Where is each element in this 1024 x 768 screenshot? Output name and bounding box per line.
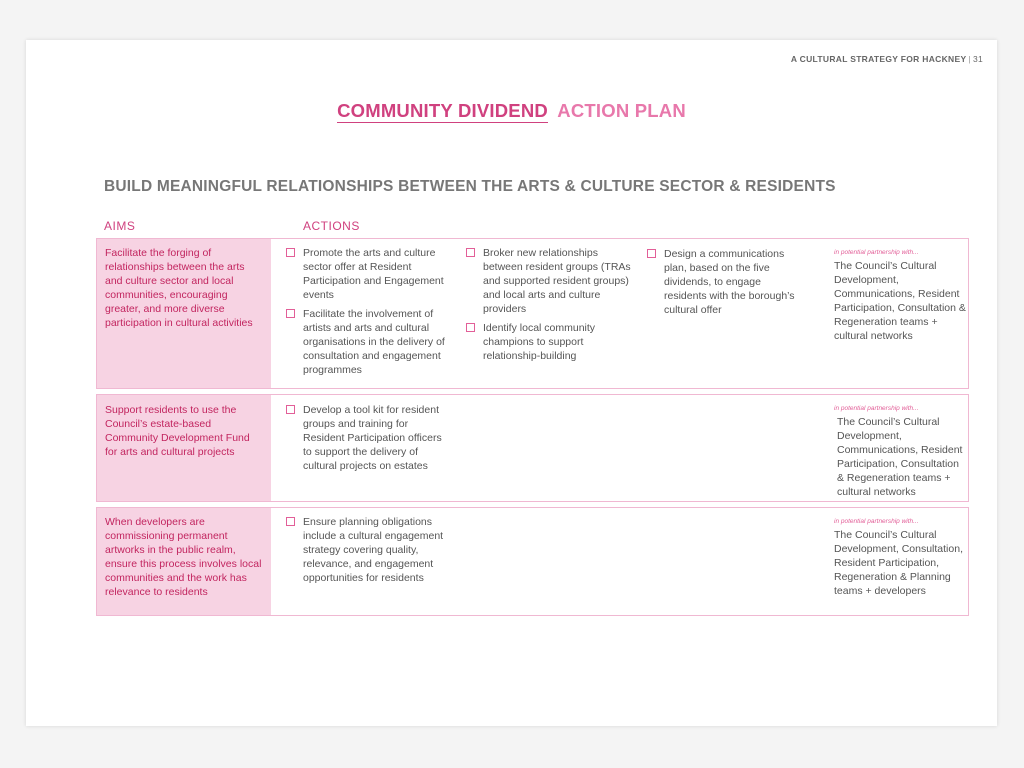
partner-block	[834, 404, 968, 499]
partner-intro: in potential partnership with...	[834, 249, 919, 256]
partner-block	[834, 517, 966, 598]
action-text: Promote the arts and culture sector offer at Resident Participation and Engagement events	[303, 247, 444, 301]
action-item	[303, 246, 445, 302]
checkbox-icon	[286, 405, 295, 414]
partner-text: The Council’s Cultural Development, Consultation, Resident Participation, Regeneration & Planning teams + developers	[834, 529, 963, 597]
checkbox-icon	[466, 323, 475, 332]
partner-intro: in potential partnership with...	[834, 518, 919, 525]
partner-text: The Council’s Cultural Development, Communications, Resident Participation, Consultation & Regeneration teams + cultural networks	[834, 260, 966, 342]
checkbox-icon	[466, 248, 475, 257]
checkbox-icon	[286, 309, 295, 318]
action-text: Broker new relationships between resident groups (TRAs and supported resident groups) and local arts and culture providers	[483, 247, 631, 315]
checkbox-icon	[647, 249, 656, 258]
action-text: Facilitate the involvement of artists and arts and cultural organisations in the delivery of consultation and engagement programmes	[303, 308, 445, 376]
action-item	[483, 321, 631, 363]
table-row	[96, 507, 969, 616]
aim-text: Facilitate the forging of relationships between the arts and culture sector and local communities, encouraging greater, and more diverse participation in cultural activities	[97, 239, 271, 388]
action-item	[303, 515, 445, 585]
aim-text: When developers are commissioning permanent artworks in the public realm, ensure this process involves local communities and the work has relevance to residents	[97, 508, 271, 615]
table-row	[96, 394, 969, 502]
section-heading: BUILD MEANINGFUL RELATIONSHIPS BETWEEN THE ARTS & CULTURE SECTOR & RESIDENTS	[104, 178, 836, 195]
table-row	[96, 238, 969, 389]
title-community-dividend: COMMUNITY DIVIDEND	[337, 100, 548, 121]
actions-column-header: ACTIONS	[303, 219, 360, 233]
page-title	[26, 100, 997, 122]
aims-column-header: AIMS	[104, 219, 136, 233]
running-title: A CULTURAL STRATEGY FOR HACKNEY	[790, 54, 967, 64]
partner-text: The Council’s Cultural Development, Communications, Resident Participation, Consultation & Regeneration teams + cultural networks	[837, 416, 963, 498]
action-text: Ensure planning obligations include a cultural engagement strategy covering quality, relevance, and engagement opportunities for residents	[303, 516, 444, 584]
checkbox-icon	[286, 248, 295, 257]
header-separator: |	[968, 54, 971, 64]
checkbox-icon	[286, 517, 295, 526]
action-text: Design a communications plan, based on the five dividends, to engage residents with the borough’s cultural offer	[664, 248, 795, 316]
running-header	[791, 54, 983, 64]
action-item	[303, 403, 445, 473]
action-item	[483, 246, 631, 316]
title-action-plan: ACTION PLAN	[557, 100, 686, 121]
action-item	[664, 247, 804, 317]
document-page	[26, 40, 997, 726]
partner-intro: in potential partnership with...	[834, 405, 919, 412]
action-item	[303, 307, 445, 377]
page-number: 31	[972, 54, 983, 64]
aim-text: Support residents to use the Council’s estate-based Community Development Fund for arts and cultural projects	[97, 395, 271, 501]
partner-block	[834, 248, 966, 343]
action-text: Develop a tool kit for resident groups and training for Resident Participation officers to support the delivery of cultural projects on estates	[303, 404, 442, 472]
action-text: Identify local community champions to support relationship-building	[483, 322, 596, 362]
